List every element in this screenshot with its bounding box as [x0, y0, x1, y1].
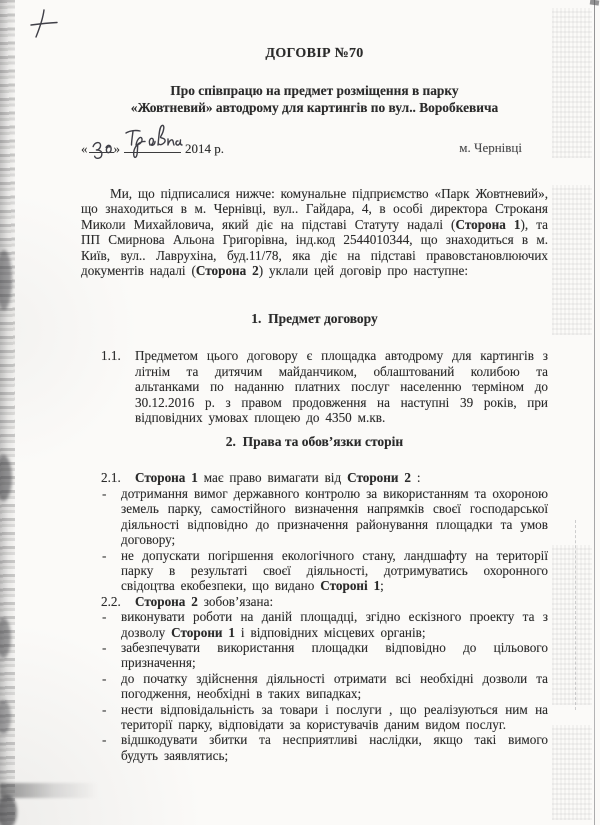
handwritten-day-30: [89, 136, 114, 162]
intro-paragraph: Ми, що підписалися нижче: комунальне підприємство «Парк Жовтневий», що знаходиться в м. Чернівці, вул.. Гайдара, 4, в особі директора Строканя Миколи Михайловича, який діє на підставі Статуту надалі (Сторона 1), та ПП Смирнова Альона Григорівна, інд.код 2544010344, що знаходиться в м. Київ, вул.. Лаврухіна, буд.11/78, яка діє на підставі правовстановлюючих документів надалі (Сторона 2) уклали цей договір про наступне:: [81, 186, 548, 279]
bullet-text: забезпечувати використання площадки відповідно до цільового призначення;: [121, 639, 548, 671]
open-quote: «: [81, 141, 89, 156]
contract-title: ДОГОВІР №70: [265, 46, 364, 61]
dateline: [81, 133, 548, 159]
bullet-text: нести відповідальність за товари і послуги , що реалізуються ним на території парку, відповідати за користувачів даним видом послуг.: [121, 701, 548, 732]
bullet-item: [81, 548, 548, 594]
contract-subtitle-line2: «Жовтневий» автодрому для картингів по вул.. Воробкевича: [130, 100, 499, 115]
scan-noise-right: [552, 8, 592, 158]
contract-subtitle: [81, 82, 548, 116]
close-quote: »: [113, 141, 121, 156]
bullet-dash: -: [102, 609, 107, 625]
scan-fold-line: [575, 520, 576, 710]
bullet-dash: -: [102, 732, 107, 748]
city-label: м. Чернівці: [459, 140, 522, 155]
day-blank-line: [89, 138, 114, 153]
bullet-item: [81, 702, 548, 733]
document-content: [81, 0, 548, 763]
clause-text: Предметом цього договору є площадка автодрому для картингів з літнім та дитячим майданчиком, облаштований колибою та альтанками по наданню платних послуг населенню терміном до 30.12.2016 р. з правом продовження на наступні 39 років, при відповідних умовах площею до 4350 м.кв.: [135, 348, 548, 426]
bullet-item: [81, 486, 548, 548]
clause-2-1: [81, 470, 548, 485]
clause-1-1: [81, 348, 548, 425]
scan-edge-line-right: [594, 0, 596, 825]
bullet-text: не допускати погіршення екологічного стану, ландшафту на території парку в результаті своєї діяльності, дотримуватись охоронного свідоцтва екобезпеки, що видано Стороні 1;: [121, 547, 548, 594]
scan-smudge-bottom-left: [0, 783, 98, 798]
handwritten-cross-mark: [31, 9, 61, 41]
bullet-dash: -: [102, 639, 107, 655]
bullet-text: до початку здійснення діяльності отримати всі необхідні дозволи та погодження, необхідні в таких випадках;: [121, 670, 548, 702]
handwritten-month-travnya: [124, 122, 181, 162]
clause-text: Сторона 1 має право вимагати від Сторони 2 :: [135, 470, 421, 486]
clause-number: 2.1.: [101, 470, 121, 486]
bullet-item: [81, 609, 548, 640]
bullet-dash: -: [102, 485, 107, 501]
scan-noise-right: [552, 185, 592, 335]
date-field: [81, 138, 224, 157]
bullet-item: [81, 640, 548, 671]
bullet-text: дотримання вимог державного контролю за використанням та охороною земель парку, самостійного визначення напрямків своєї господарської діяльності відповідно до призначення районування площадки та умов договору;: [121, 485, 548, 548]
scan-speck-top-right: [590, 0, 600, 6]
contract-subtitle-line1: Про співпрацю на предмет розміщення в парку: [170, 83, 459, 98]
bullet-dash: -: [102, 701, 107, 717]
scan-noise-right: [552, 545, 592, 705]
bullet-item: [81, 671, 548, 702]
section1-heading: 1. Предмет договору: [251, 311, 378, 327]
bullet-text: виконувати роботи на даній площадці, згідно ескізного проекту та з дозволу Сторони 1 і відповідних місцевих органів;: [121, 609, 548, 640]
month-blank-line: [124, 138, 181, 153]
bullet-text: відшкодувати збитки та несприятливі наслідки, якщо такі вимого будуть заявлятись;: [121, 732, 548, 763]
clause-number: 1.1.: [101, 348, 121, 364]
section2-heading: 2. Права та обов’язки сторін: [225, 434, 404, 450]
scan-noise-right: [552, 725, 592, 820]
bullet-dash: -: [102, 547, 107, 563]
clause-text: Сторона 2 зобов’язана:: [135, 593, 274, 609]
bullet-item: [81, 732, 548, 763]
clause-number: 2.2.: [101, 593, 121, 609]
year-label: 2014 р.: [185, 141, 224, 156]
clause-2-2: [81, 594, 548, 609]
bullet-dash: -: [102, 670, 107, 686]
